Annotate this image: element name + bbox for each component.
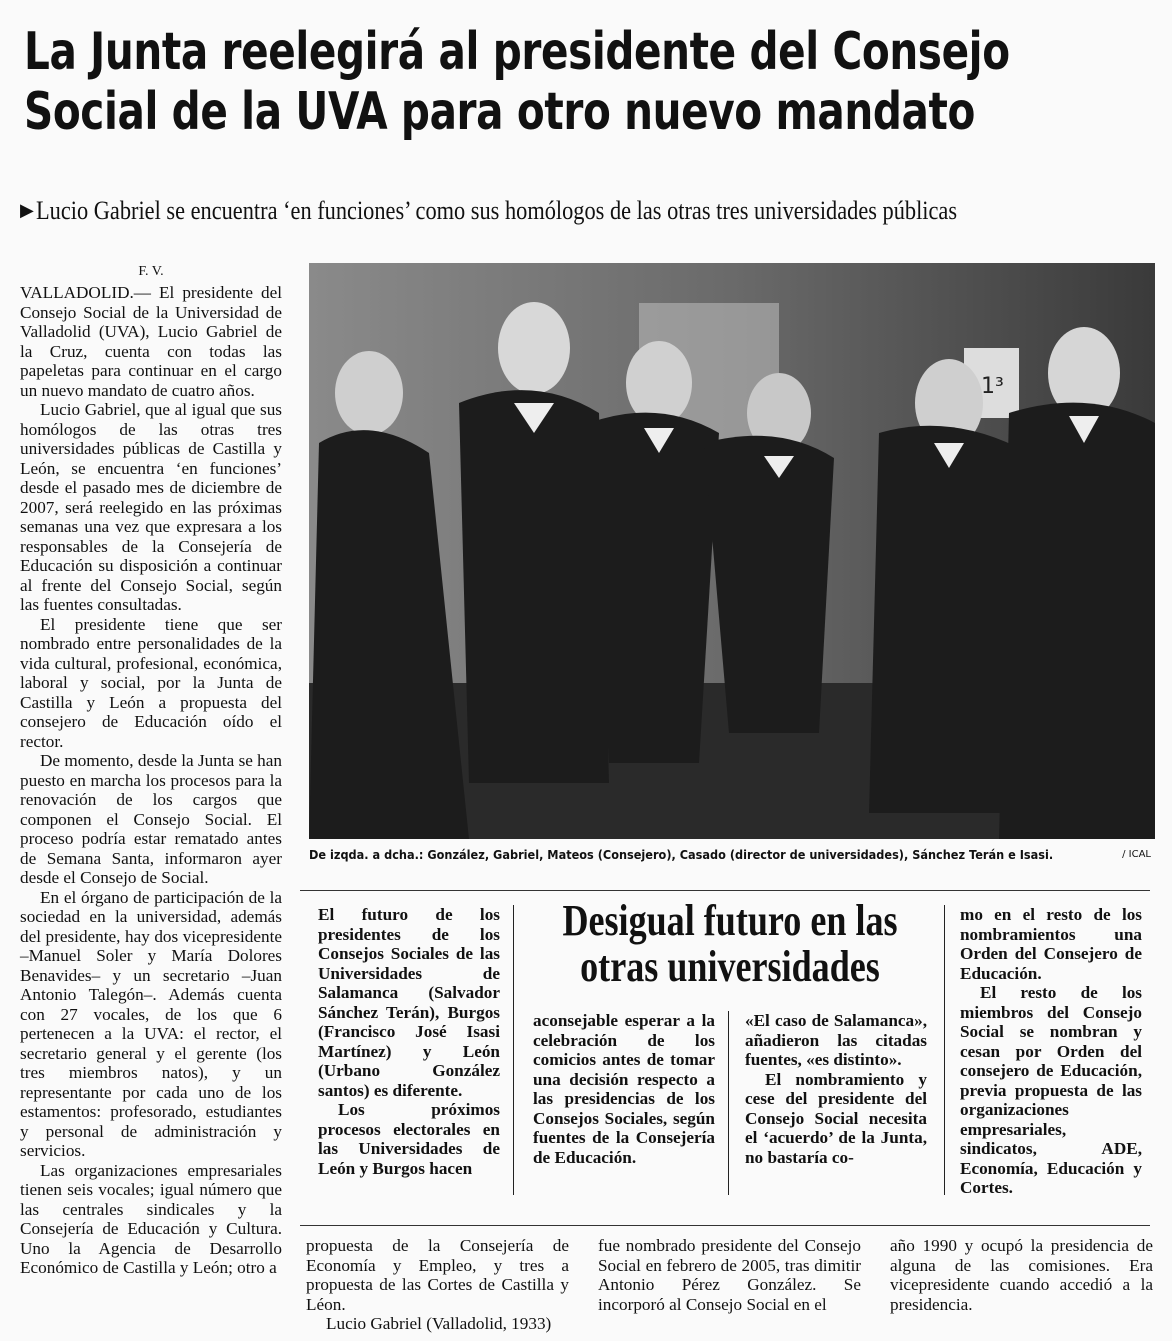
paragraph: «El caso de Salamanca», añadieron las citadas fuentes, «es distinto». <box>745 1011 927 1069</box>
headline-block <box>24 22 1154 142</box>
triangle-bullet-icon: ▶ <box>20 200 34 220</box>
photo-caption <box>309 847 1155 862</box>
box-title-line-2: otras universidades <box>580 942 880 991</box>
paragraph: Lucio Gabriel (Valladolid, 1933) <box>326 1314 552 1333</box>
main-column <box>20 263 282 1278</box>
box-column-3 <box>745 1011 927 1167</box>
news-photo <box>309 263 1155 839</box>
box-column-2 <box>533 1011 715 1167</box>
paragraph: En el órgano de participación de la sociedad en la universidad, además del presidente, hay dos vicepresidente –Manuel Soler y María Dolores Benavides– y un secretario –Juan Antonio Talegón–. Además cuenta con 27 vocales, de los que 6 pertenecen a la UVA: el rector, el secretario general y el gerente (los tres miembros natos), y un representante por cada uno de los estamentos: profesorado, estudiantes y personal de administración y servicios. <box>20 887 282 1160</box>
paragraph: El resto de los miembros del Consejo Social se nombran y cesan por Orden del consejero de Educación, previa propuesta de las organizaciones empresariales, sindicatos, ADE, Economía, Educación y Cortes. <box>960 983 1142 1197</box>
paragraph: Lucio Gabriel, que al igual que sus homólogos de las otras tres universidades públicas de Castilla y León, se encuentra ‘en funciones’ desde el pasado mes de diciembre de 2007, será reelegido en las próximas semanas una vez que expresara a los responsables de la Consejería de Educación su disposición a continuar al frente del Consejo Social, según las fuentes consultadas. <box>20 400 282 614</box>
bottom-column-3 <box>890 1236 1153 1314</box>
box-title-line-1: Desigual futuro en las <box>562 896 898 945</box>
paragraph: Los próximos procesos electorales en las Universidades de León y Burgos hacen <box>318 1100 500 1178</box>
bottom-column-1 <box>306 1236 569 1334</box>
headline-line-2: Social de la UVA para otro nuevo mandato <box>24 82 975 142</box>
group-photo-illustration <box>309 263 1155 839</box>
paragraph: El nombramiento y cese del presidente del Consejo Social necesita el ‘acuerdo’ de la Junta, no bastaría co- <box>745 1069 927 1167</box>
svg-text:1³: 1³ <box>981 374 1004 399</box>
column-divider <box>513 905 514 1195</box>
paragraph: aconsejable esperar a la celebración de los comicios antes de tomar una decisión respecto a las presidencias de los Consejos Sociales, según fuentes de la Consejería de Educación. <box>533 1011 715 1167</box>
paragraph: El futuro de los presidentes de los Consejos Sociales de las Universidades de Salamanca (Salvador Sánchez Terán), Burgos (Francisco José Isasi Martínez) y León (Urbano González santos) es diferente. <box>318 905 500 1100</box>
box-column-1 <box>318 905 500 1178</box>
headline-line-1: La Junta reelegirá al presidente del Consejo <box>24 22 1010 82</box>
byline: F. V. <box>138 264 164 279</box>
paragraph: De momento, desde la Junta se han puesto en marcha los procesos para la renovación de los cargos que componen el Consejo Social. El proceso podría estar rematado antes de Semana Santa, informaron ayer desde el Consejo de Social. <box>20 751 282 887</box>
column-divider <box>728 1011 729 1195</box>
paragraph: VALLADOLID.— El presidente del Consejo Social de la Universidad de Valladolid (UVA), Lucio Gabriel de la Cruz, cuenta con todas las papeletas para continuar en el cargo un nuevo mandato de cuatro años. <box>20 283 282 400</box>
box-top-rule <box>300 890 1150 891</box>
box-column-4 <box>960 905 1142 1198</box>
bottom-column-2 <box>598 1236 861 1314</box>
paragraph: fue nombrado presidente del Consejo Social en febrero de 2005, tras dimitir Antonio Pérez González. Se incorporó al Consejo Social en el <box>598 1236 861 1314</box>
paragraph: mo en el resto de los nombramientos una Orden del Consejero de Educación. <box>960 905 1142 983</box>
caption-text: De izqda. a dcha.: González, Gabriel, Mateos (Consejero), Casado (director de universidades), Sánchez Terán e Isasi. <box>309 847 1054 862</box>
box-bottom-rule <box>300 1225 1150 1226</box>
paragraph: propuesta de la Consejería de Economía y Empleo, y tres a propuesta de las Cortes de Castilla y Léon. <box>306 1236 569 1314</box>
paragraph: El presidente tiene que ser nombrado entre personalidades de la vida cultural, profesional, económica, laboral y social, por la Junta de Castilla y León a propuesta del consejero de Educación oído el rector. <box>20 614 282 751</box>
photo-credit: / ICAL <box>1122 849 1151 860</box>
paragraph: Las organizaciones empresariales tienen seis vocales; igual número que las centrales sindicales y la Consejería de Educación y Cultura. Uno la Agencia de Desarrollo Económico de Castilla y León; otro a <box>20 1160 282 1277</box>
subheadline <box>20 196 1160 226</box>
box-title <box>520 898 940 990</box>
subheadline-text: Lucio Gabriel se encuentra ‘en funciones’ como sus homólogos de las otras tres universidades públicas <box>35 196 957 225</box>
column-divider <box>944 905 945 1195</box>
paragraph: año 1990 y ocupó la presidencia de alguna de las comisiones. Era vicepresidente cuando accedió a la presidencia. <box>890 1236 1153 1314</box>
